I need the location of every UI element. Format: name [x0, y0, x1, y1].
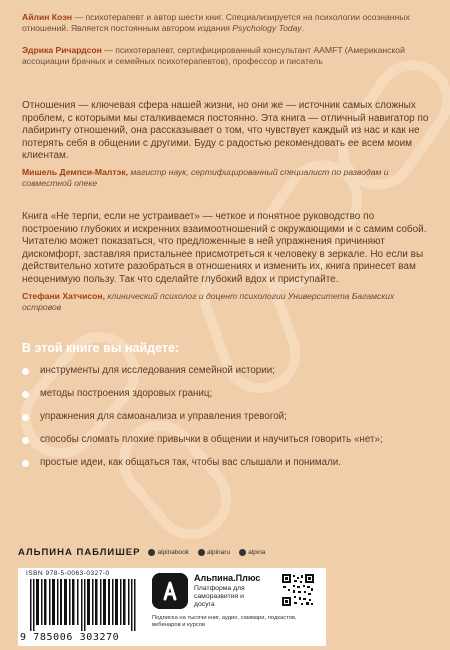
telegram-icon [198, 549, 205, 556]
feature-list [22, 365, 430, 469]
plus-title: Альпина.Плюс [194, 573, 261, 583]
alpina-icon [239, 549, 246, 556]
list-item: методы построения здоровых границ; [22, 388, 430, 400]
bullet-dot-icon [22, 391, 29, 398]
list-item: упражнения для самоанализа и управления тревогой; [22, 411, 430, 423]
bullet-dot-icon [22, 460, 29, 467]
barcode-bars-icon [30, 579, 138, 631]
endorsement-text: Отношения — ключевая сфера нашей жизни, но они же — источник самых сложных проблем, с которыми мы сталкиваемся постоянно. Эта книга — отличный навигатор по лабиринту отношений, она рассказывает о том, что чувствует каждый из нас и как не потерять себя в общении с другими. Буду с радостью рекомендовать ее всем моим клиентам. [22, 100, 429, 162]
social-link[interactable]: alpinaru [198, 549, 230, 556]
list-item: способы сломать плохие привычки в общении и научиться говорить «нет»; [22, 434, 430, 446]
publisher-row [18, 545, 432, 559]
plus-subtitle: Платформа для саморазвития и досуга [194, 585, 245, 608]
alpina-plus-logo-icon [152, 573, 188, 609]
bullet-dot-icon [22, 437, 29, 444]
endorsement [22, 211, 430, 313]
barcode [18, 568, 146, 646]
alpina-plus-card[interactable] [146, 568, 326, 646]
endorsement-signature: Мишель Демпси-Малтэк, магистр наук, сертифицированный специалист по разводам и совместной опеке [22, 166, 389, 188]
ean-digits: 9 785006 303270 [20, 632, 120, 643]
social-link[interactable]: alpina [239, 549, 265, 556]
publisher-logo: АЛЬПИНА ПАБЛИШЕР [18, 546, 141, 558]
list-item: простые идеи, как общаться так, чтобы вас слышали и понимали. [22, 457, 430, 469]
plus-description: Подписка на тысячи книг, аудио, саммари, подкастов, вебинаров и курсов [152, 615, 297, 629]
author-bio: Айлин Коэн — психотерапевт и автор шести книг. Специализируется на психологии осознанных отношений. Является постоянным автором издания Psychology Today. [22, 12, 410, 33]
social-links [148, 549, 274, 556]
bullet-dot-icon [22, 414, 29, 421]
author-bio: Эдрика Ричардсон — психотерапевт, сертифицированный консультант AAMFT (Американской ассоциации брачных и семейных психотерапевтов), профессор и писатель [22, 45, 405, 66]
list-title: В этой книге вы найдете: [22, 340, 180, 355]
qr-code-icon [282, 574, 314, 606]
endorsement [22, 100, 430, 189]
bullet-dot-icon [22, 368, 29, 375]
cover-text [22, 12, 430, 480]
footer [18, 545, 432, 643]
isbn-text: ISBN 978-5-0063-0327-0 [26, 570, 110, 577]
endorsement-signature: Стефани Хатчисон, клинический психолог и доцент психологии Университета Багамских островов [22, 290, 395, 312]
social-link[interactable]: alpinabook [148, 549, 188, 556]
endorsement-text: Книга «Не терпи, если не устраивает» — четкое и понятное руководство по построению глубоких и искренних взаимоотношений с окружающими и с самим собой. Читателю может показаться, что предложенные в ней упражнения причиняют дискомфорт, заставляя пристальнее присмотреться к человеку в зеркале. Но если вы действительно хотите разобраться в отношениях и изменить их, книга принесет вам неоценимую пользу. Так что сделайте глубокий вдох и приступайте. [22, 210, 427, 285]
vk-icon [148, 549, 155, 556]
list-item: инструменты для исследования семейной истории; [22, 365, 430, 377]
